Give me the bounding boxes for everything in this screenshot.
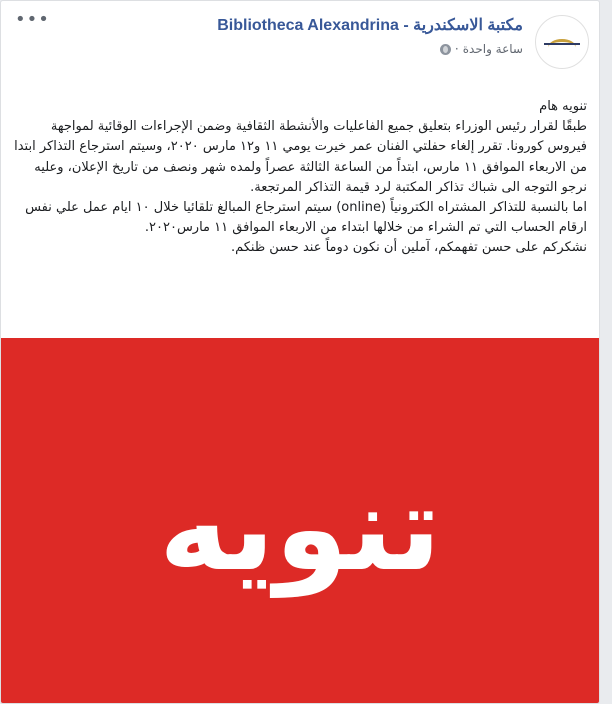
banner-word: تنويه: [158, 458, 442, 597]
post-paragraph-2: اما بالنسبة للتذاكر المشتراه الكترونياً (online) سيتم استرجاع المبالغ تلقائيا خلال ١٠ ايام عمل علي نفس ارقام الحساب التي تم الشراء من خلالها ابتداء من الاربعاء الموافق ١١ مارس٢٠٢٠.: [25, 200, 587, 236]
page-name-link[interactable]: مكتبة الاسكندرية - Bibliotheca Alexandrina: [217, 17, 523, 34]
post-paragraph-1: طبقًا لقرار رئيس الوزراء بتعليق جميع الفاعليات والأنشطة الثقافية وضمن الإجراءات الوقائية لمواجهة فيروس كورونا. تقرر إلغاء حفلتي الفنان عمر خيرت يومي ١١ و١٢ مارس ٢٠٢٠، وسيتم استرجاع التذاكر ابتدا من الاربعاء الموافق ١١ مارس، ابتداً من الساعة الثالثة عصراً ولمده شهر ونصف من تاريخ الإعلان، وعليه نرجو التوجه الى شباك تذاكر المكتبة لرد قيمة التذاكر المرتجعة.: [14, 119, 587, 195]
post-paragraph-3: نشكركم على حسن تفهمكم، آملين أن نكون دوماً عند حسن ظنكم.: [230, 240, 587, 256]
bibliotheca-alexandrina-logo: [542, 37, 582, 47]
post-image[interactable]: [1, 338, 599, 704]
timestamp-link[interactable]: ساعة واحدة: [462, 42, 523, 56]
more-options-icon[interactable]: •••: [15, 9, 50, 30]
meta-separator: ·: [454, 42, 459, 56]
post-header: [1, 1, 599, 91]
avatar[interactable]: [535, 15, 589, 69]
globe-icon[interactable]: [440, 44, 451, 55]
post-text: [13, 97, 587, 259]
post-heading: تنويه هام: [539, 99, 587, 114]
post-meta: [440, 42, 523, 56]
